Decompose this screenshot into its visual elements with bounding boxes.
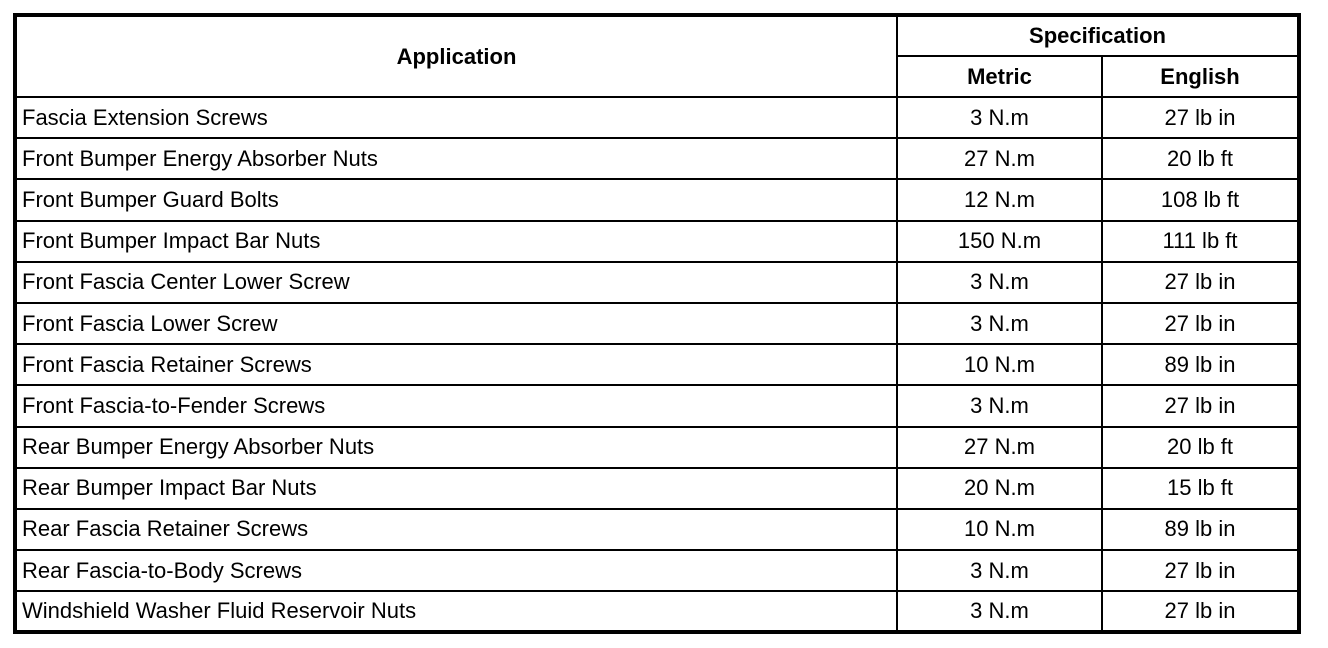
table-row [15, 303, 1299, 344]
english-cell: 27 lb in [1102, 550, 1299, 591]
table-row [15, 427, 1299, 468]
english-cell: 27 lb in [1102, 262, 1299, 303]
english-header: English [1102, 56, 1299, 97]
metric-cell: 20 N.m [897, 468, 1102, 509]
specification-header: Specification [897, 15, 1299, 56]
metric-cell: 10 N.m [897, 509, 1102, 550]
metric-cell: 3 N.m [897, 303, 1102, 344]
metric-cell: 150 N.m [897, 221, 1102, 262]
application-cell: Front Bumper Energy Absorber Nuts [15, 138, 897, 179]
table-row [15, 468, 1299, 509]
metric-cell: 3 N.m [897, 550, 1102, 591]
table-row [15, 385, 1299, 426]
fastener-specification-table [13, 13, 1301, 634]
application-cell: Rear Fascia-to-Body Screws [15, 550, 897, 591]
application-cell: Front Bumper Impact Bar Nuts [15, 221, 897, 262]
application-cell: Front Fascia Lower Screw [15, 303, 897, 344]
metric-header: Metric [897, 56, 1102, 97]
metric-cell: 12 N.m [897, 179, 1102, 220]
table-row [15, 179, 1299, 220]
table-row [15, 221, 1299, 262]
english-cell: 27 lb in [1102, 385, 1299, 426]
application-cell: Rear Bumper Energy Absorber Nuts [15, 427, 897, 468]
english-cell: 27 lb in [1102, 303, 1299, 344]
metric-cell: 27 N.m [897, 427, 1102, 468]
english-cell: 20 lb ft [1102, 138, 1299, 179]
table-row [15, 262, 1299, 303]
english-cell: 20 lb ft [1102, 427, 1299, 468]
application-cell: Front Fascia Center Lower Screw [15, 262, 897, 303]
metric-cell: 3 N.m [897, 591, 1102, 632]
application-cell: Front Fascia-to-Fender Screws [15, 385, 897, 426]
english-cell: 15 lb ft [1102, 468, 1299, 509]
metric-cell: 3 N.m [897, 385, 1102, 426]
table-row [15, 138, 1299, 179]
application-header: Application [15, 15, 897, 97]
application-cell: Front Bumper Guard Bolts [15, 179, 897, 220]
metric-cell: 10 N.m [897, 344, 1102, 385]
table-row [15, 509, 1299, 550]
table-row [15, 550, 1299, 591]
metric-cell: 27 N.m [897, 138, 1102, 179]
metric-cell: 3 N.m [897, 97, 1102, 138]
table-row [15, 344, 1299, 385]
application-cell: Windshield Washer Fluid Reservoir Nuts [15, 591, 897, 632]
english-cell: 27 lb in [1102, 97, 1299, 138]
application-cell: Rear Bumper Impact Bar Nuts [15, 468, 897, 509]
english-cell: 89 lb in [1102, 509, 1299, 550]
english-cell: 89 lb in [1102, 344, 1299, 385]
table-row [15, 591, 1299, 632]
application-cell: Rear Fascia Retainer Screws [15, 509, 897, 550]
english-cell: 108 lb ft [1102, 179, 1299, 220]
application-cell: Front Fascia Retainer Screws [15, 344, 897, 385]
table-row [15, 97, 1299, 138]
english-cell: 27 lb in [1102, 591, 1299, 632]
metric-cell: 3 N.m [897, 262, 1102, 303]
application-cell: Fascia Extension Screws [15, 97, 897, 138]
english-cell: 111 lb ft [1102, 221, 1299, 262]
